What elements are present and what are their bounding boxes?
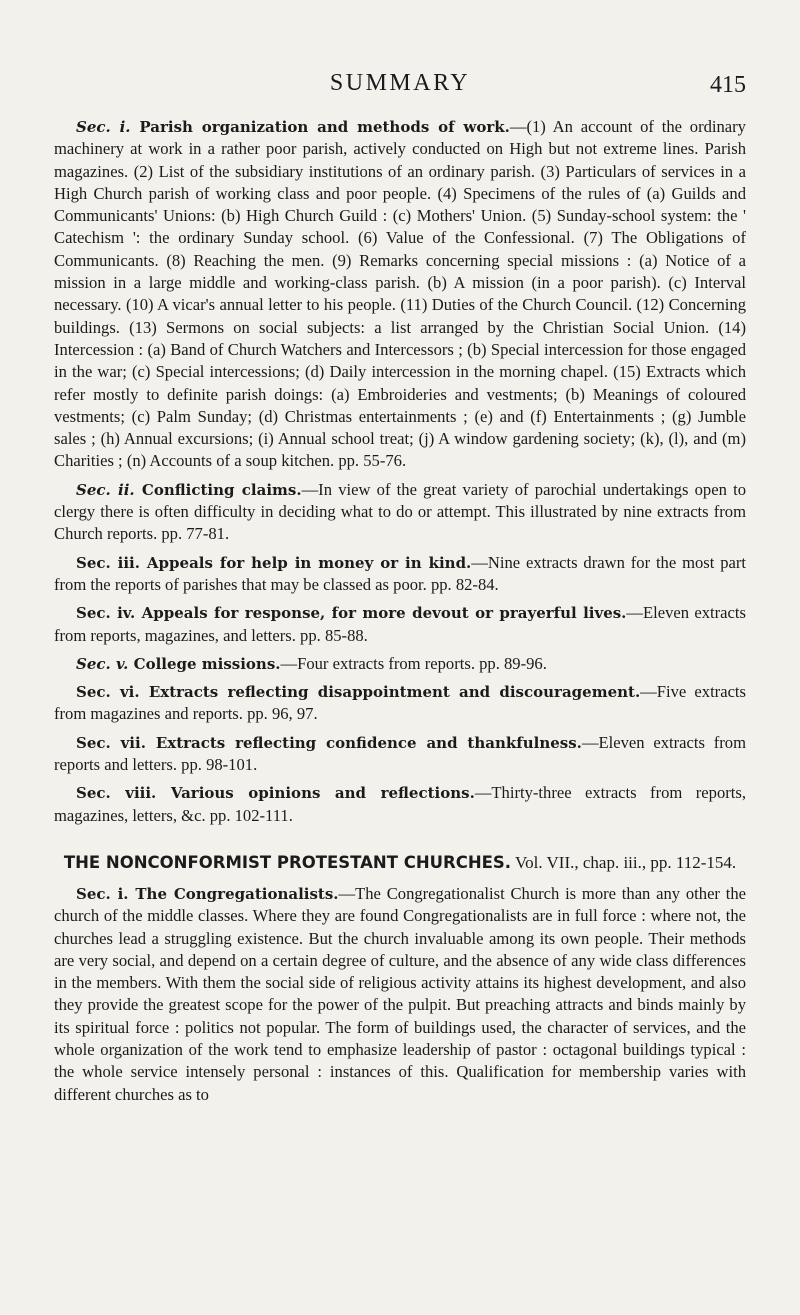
section-body: —(1) An account of the ordinary machinery at work in a rather poor parish, actively conducted on High but not extreme lines. Parish magazines. (2) List of the subsidiary institutions of an ordinary parish. (3) Particulars of services in a High Church parish of working class and poor people. (4) Specimens of the rules of (a) Guilds and Communicants' Unions: (b) High Church Guild : (c) Mothers' Union. (5) Sunday-school system: the ' Catechism ': the ordinary Sunday school. (6) Value of the Confessional. (7) The Obligations of Communicants. (8) Reaching the men. (9) Remarks concerning special missions : (a) Notice of a mission in a large middle and working-class parish. (b) A mission (in a poor parish). (c) Interval necessary. (10) A vicar's annual letter to his people. (11) Duties of the Church Council. (12) Concerning buildings. (13) Sermons on social subjects: a list arranged by the Christian Social Union. (14) Intercession : (a) Band of Church Watchers and Intercessors ; (b) Special intercession for those engaged in the war; (c) Special intercessions; (d) Daily intercession in the morning chapel. (15) Extracts which refer mostly to definite parish doings: (a) Embroideries and vestments; (b) Meanings of coloured vestments; (c) Palm Sunday; (d) Christmas entertainments ; (e) and (f) Entertainments ; (g) Jumble sales ; (h) Annual excursions; (i) Annual school treat; (j) A window gardening society; (k), (l), and (m) Charities ; (n) Accounts of a soup kitchen. pp. 55-76. <box>54 117 746 471</box>
page <box>54 70 746 1112</box>
section-body: —In view of the great variety of parochial undertakings open to clergy there is often difficulty in deciding what to do or attempt. This illustrated by nine extracts from Church reports. pp. 77-81. <box>54 479 746 544</box>
section-body: —Eleven extracts from reports and letters. pp. 98-101. <box>54 732 746 775</box>
section-heading: Sec. i. Parish organization and methods of work. <box>76 118 510 136</box>
section-paragraph <box>54 552 746 597</box>
section-heading: Sec. vii. Extracts reflecting confidence and thankfulness. <box>76 733 582 752</box>
section-paragraph <box>54 116 746 473</box>
section-paragraph <box>54 602 746 647</box>
section-paragraph <box>54 883 746 1106</box>
section-paragraph <box>54 732 746 777</box>
section-paragraph <box>54 479 746 546</box>
section-body: —Five extracts from magazines and reports. pp. 96, 97. <box>54 682 747 724</box>
section-heading: Sec. iv. Appeals for response, for more devout or prayerful lives. <box>76 604 627 623</box>
section-paragraph <box>54 653 746 675</box>
summary-sections <box>54 116 746 827</box>
section-heading: Sec. i. The Congregationalists. <box>76 884 339 903</box>
section-heading: Sec. ii. Conflicting claims. <box>76 480 302 499</box>
section-heading: Sec. iii. Appeals for help in money or in kind. <box>76 553 472 572</box>
section-body: —The Congregationalist Church is more than any other the church of the middle classes. Where they are found Congregationalists are in full force : where not, the churches lead a struggling existence. But the church invaluable among its own people. Their methods are very social, and depend on a certain degree of culture, and the absence of any wide class differences in the members. With them the social side of religious activity attains its highest development, and also they provide the greatest scope for the power of the pulpit. But preaching attracts and binds mainly by its spiritual force : politics not popular. The form of buildings used, the character of services, and the whole organization of the work tend to emphasize leadership of pastor : octagonal buildings typical : the whole service intensely personal : instances of this. Qualification for membership varies with different churches as to <box>54 883 747 1104</box>
section-paragraph <box>54 681 746 726</box>
section-body: —Nine extracts drawn for the most part from the reports of parishes that may be classed as poor. pp. 82-84. <box>54 552 746 594</box>
part-heading: THE NONCONFORMIST PROTESTANT CHURCHES. Vol. VII., chap. iii., pp. 112-154. <box>63 852 737 872</box>
section-paragraph <box>54 782 746 827</box>
section-body: —Four extracts from reports. pp. 89-96. <box>280 653 547 673</box>
nonconformist-sections <box>54 883 746 1106</box>
section-heading: Sec. vi. Extracts reflecting disappointment and discouragement. <box>76 683 641 702</box>
section-heading: Sec. v. College missions. <box>76 654 281 673</box>
running-header <box>54 70 746 116</box>
section-heading: Sec. viii. Various opinions and reflections. <box>76 784 475 803</box>
page-number: 415 <box>710 72 746 98</box>
running-title: SUMMARY <box>329 70 471 96</box>
section-body: —Eleven extracts from reports, magazines, and letters. pp. 85-88. <box>54 603 746 645</box>
section-body: —Thirty-three extracts from reports, magazines, letters, &c. pp. 102-111. <box>54 783 746 825</box>
